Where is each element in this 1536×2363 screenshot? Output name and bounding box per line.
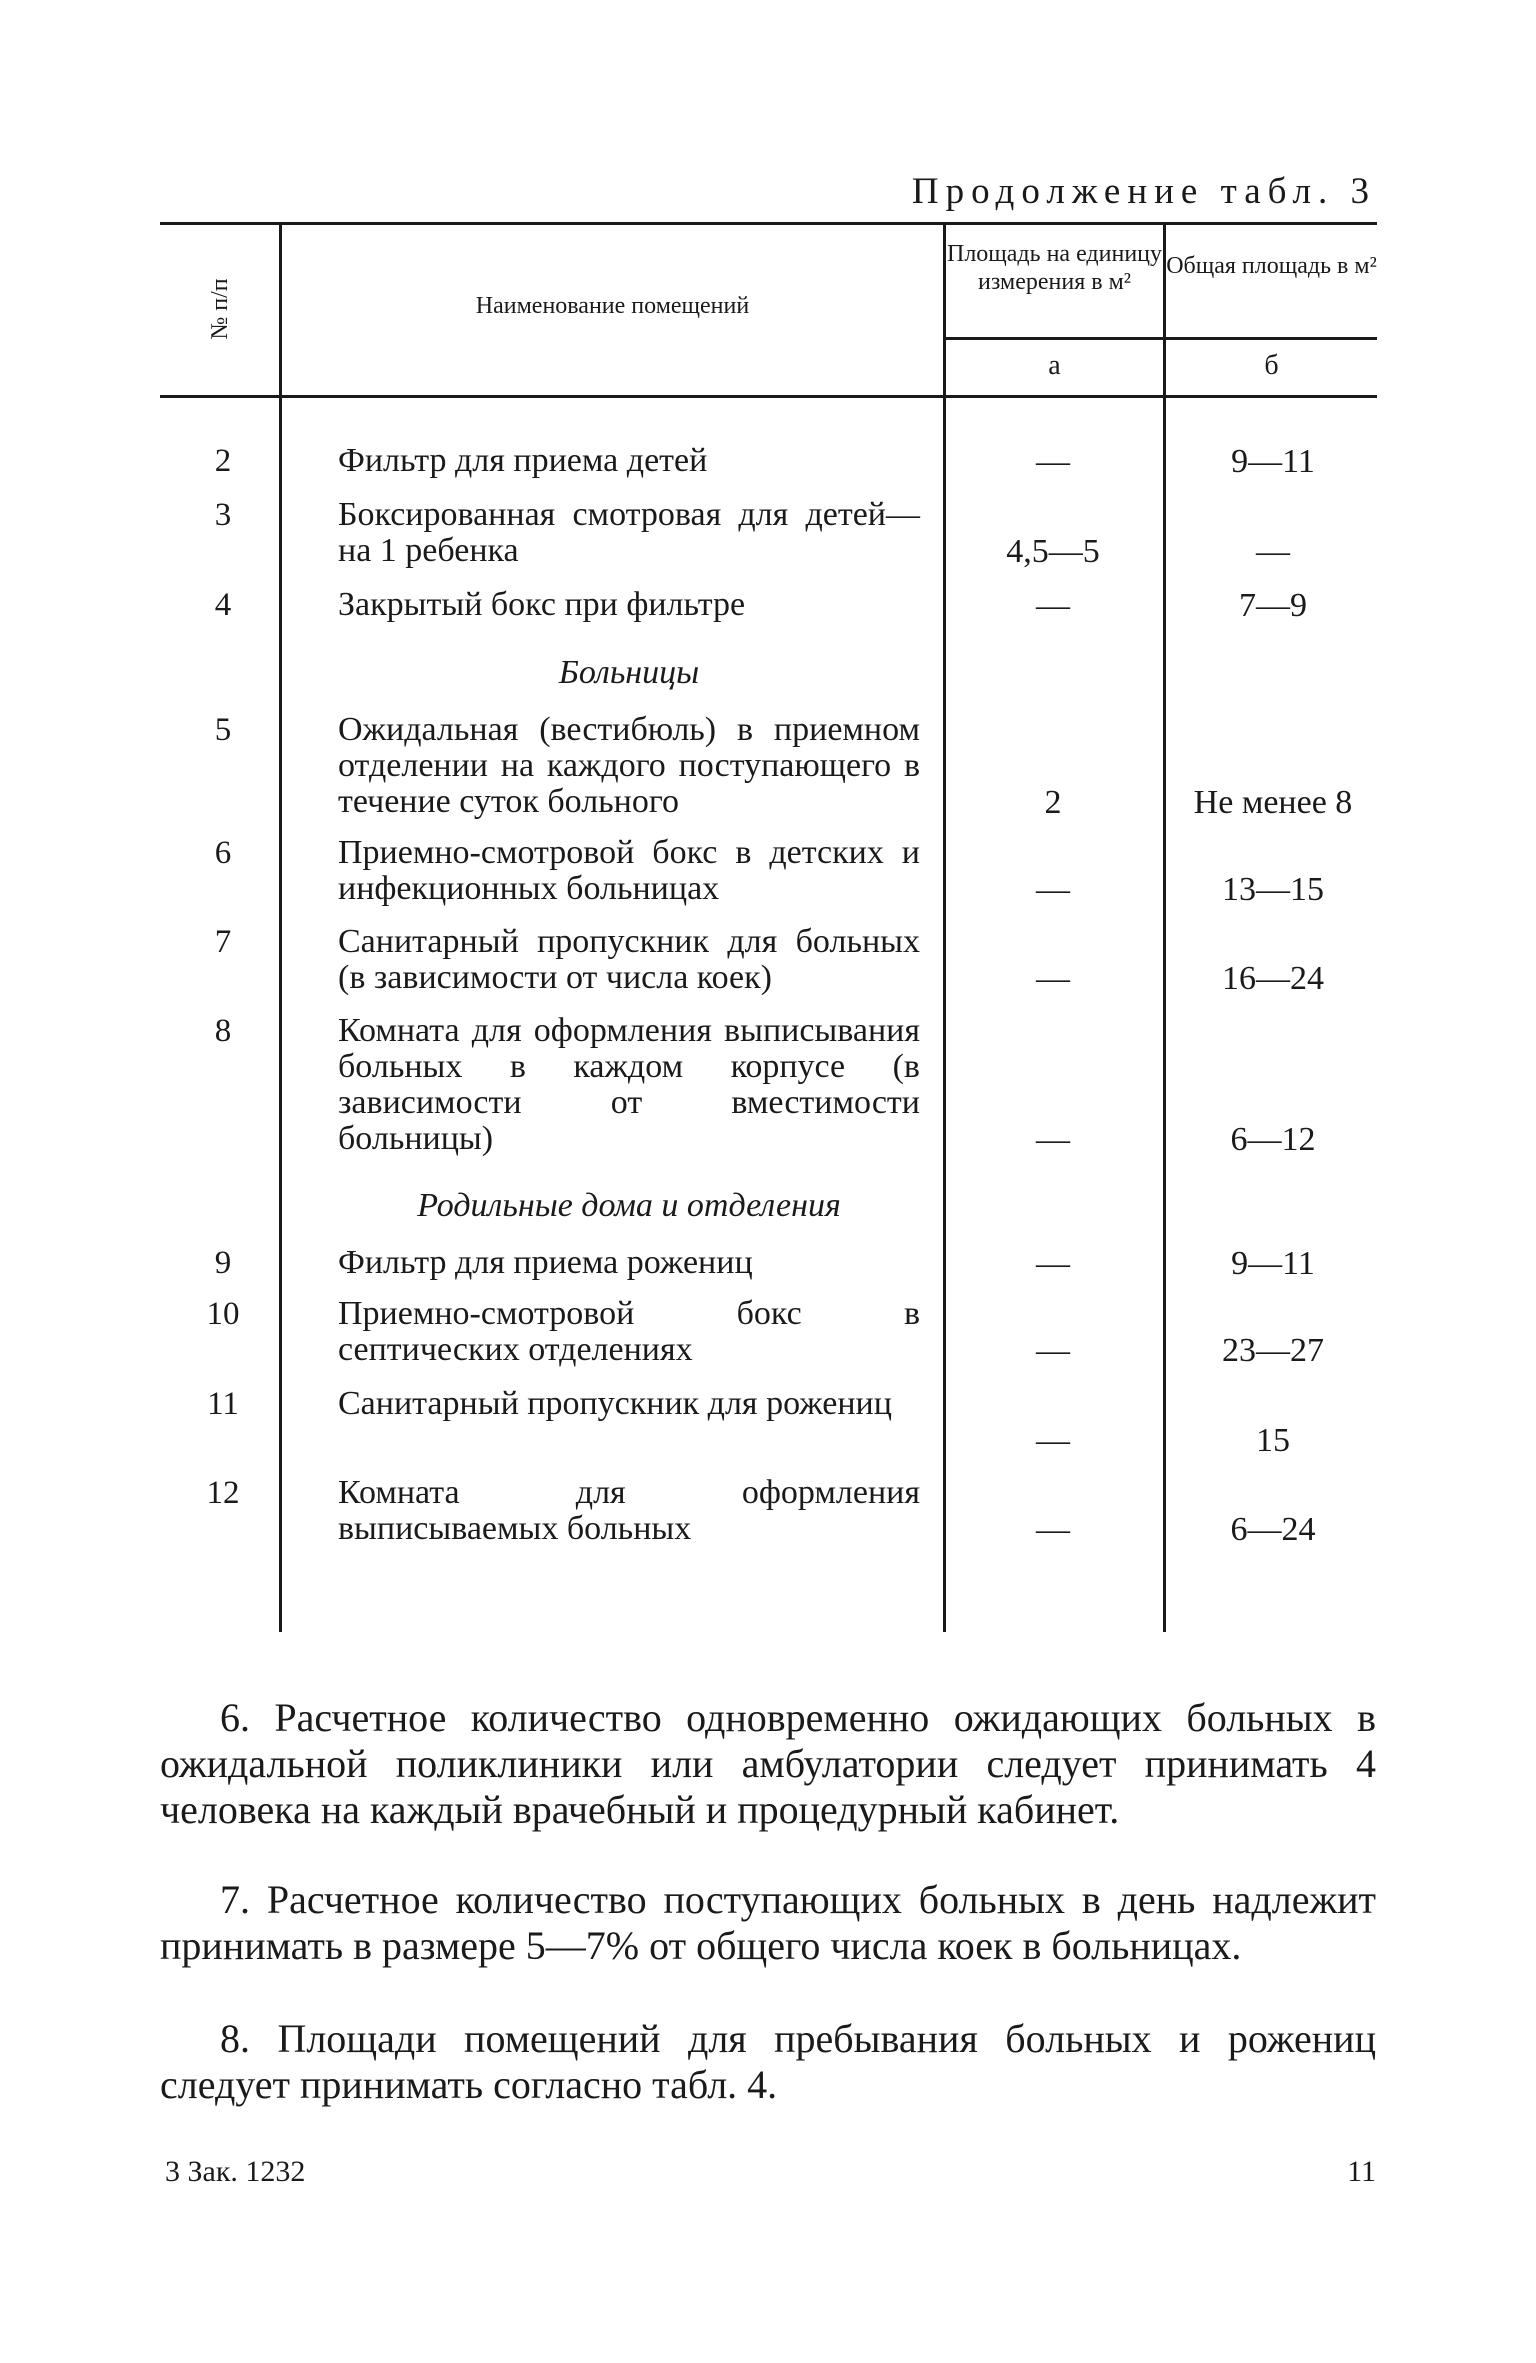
row-name: Приемно-смотровой бокс в септических отделениях bbox=[338, 1295, 920, 1368]
row-value-b: 15 bbox=[1256, 1422, 1290, 1459]
row-num: 6 bbox=[214, 835, 232, 871]
table-top-rule bbox=[160, 222, 1377, 225]
row-name: Фильтр для приема рожениц bbox=[338, 1244, 753, 1281]
row-value-a: — bbox=[1036, 587, 1070, 624]
row-name: Приемно-смотровой бокс в детских и инфекционных больницах bbox=[338, 834, 920, 907]
row-value-a: — bbox=[1036, 1332, 1070, 1369]
page-number: 11 bbox=[1347, 2155, 1376, 2188]
header-bottom-rule bbox=[160, 395, 1377, 398]
row-num: 12 bbox=[206, 1475, 240, 1511]
row-value-a: — bbox=[1036, 1121, 1070, 1158]
row-num: 7 bbox=[214, 924, 232, 960]
header-num: № п/п bbox=[207, 278, 233, 340]
row-name: Комната для оформления выписывания больных в каждом корпусе (в зависимости от вместимости больницы) bbox=[338, 1012, 920, 1157]
row-value-b: 7—9 bbox=[1239, 587, 1307, 624]
row-value-b: 13—15 bbox=[1222, 871, 1324, 908]
paragraph-7: 7. Расчетное количество поступающих больных в день надлежит принимать в размере 5—7% от общего числа коек в больницах. bbox=[160, 1877, 1376, 1968]
footer-order-number: 3 Зак. 1232 bbox=[165, 2155, 306, 2188]
row-value-b: 9—11 bbox=[1231, 1245, 1315, 1282]
row-num: 9 bbox=[214, 1245, 232, 1281]
row-value-b: 6—12 bbox=[1230, 1121, 1316, 1158]
header-sub-a: а bbox=[1048, 350, 1061, 381]
row-value-b: 16—24 bbox=[1222, 960, 1324, 997]
table-caption: Продолжение табл. 3 bbox=[911, 171, 1376, 212]
subheader-rule bbox=[943, 337, 1377, 340]
header-sub-b: б bbox=[1264, 350, 1279, 381]
row-num: 10 bbox=[206, 1296, 240, 1332]
column-divider-3 bbox=[1163, 222, 1166, 1632]
row-num: 11 bbox=[207, 1386, 239, 1422]
paragraph-8: 8. Площади помещений для пребывания больных и рожениц следует принимать согласно табл. 4. bbox=[160, 2016, 1376, 2107]
row-value-b: Не менее 8 bbox=[1193, 784, 1353, 821]
row-value-a: 4,5—5 bbox=[1006, 533, 1100, 570]
header-name: Наименование помещений bbox=[475, 293, 750, 319]
row-name: Боксированная смотровая для детей—на 1 ребенка bbox=[338, 496, 920, 569]
header-area-unit: Площадь на единицу измерения в м² bbox=[946, 241, 1162, 295]
row-num: 8 bbox=[214, 1013, 232, 1049]
row-name: Фильтр для приема детей bbox=[338, 442, 708, 479]
row-value-a: — bbox=[1036, 443, 1070, 480]
row-name: Санитарный пропускник для рожениц bbox=[338, 1385, 892, 1422]
row-value-b: 23—27 bbox=[1222, 1332, 1324, 1369]
row-num: 5 bbox=[214, 712, 232, 748]
header-area-total: Общая площадь в м² bbox=[1166, 253, 1377, 279]
row-value-a: — bbox=[1036, 960, 1070, 997]
row-num: 3 bbox=[214, 497, 232, 533]
row-name: Закрытый бокс при фильтре bbox=[338, 586, 746, 623]
row-name: Комната для оформления выписываемых больных bbox=[338, 1474, 920, 1547]
row-value-a: — bbox=[1036, 871, 1070, 908]
section-heading: Больницы bbox=[558, 654, 700, 691]
row-value-b: 6—24 bbox=[1230, 1511, 1316, 1548]
row-value-b: 9—11 bbox=[1231, 443, 1315, 480]
column-divider-2 bbox=[943, 222, 946, 1632]
row-value-b: — bbox=[1256, 533, 1290, 570]
row-value-a: 2 bbox=[1044, 784, 1062, 821]
column-divider-1 bbox=[279, 222, 282, 1632]
row-name: Ожидальная (вестибюль) в приемном отделении на каждого поступающего в течение суток больного bbox=[338, 711, 920, 820]
row-value-a: — bbox=[1036, 1511, 1070, 1548]
row-num: 4 bbox=[214, 587, 232, 623]
row-value-a: — bbox=[1036, 1245, 1070, 1282]
section-heading: Родильные дома и отделения bbox=[417, 1187, 841, 1224]
row-value-a: — bbox=[1036, 1422, 1070, 1459]
paragraph-6: 6. Расчетное количество одновременно ожидающих больных в ожидальной поликлиники или амбулатории следует принимать 4 человека на каждый врачебный и процедурный кабинет. bbox=[160, 1695, 1376, 1832]
row-name: Санитарный пропускник для больных (в зависимости от числа коек) bbox=[338, 923, 920, 996]
row-num: 2 bbox=[214, 443, 232, 479]
